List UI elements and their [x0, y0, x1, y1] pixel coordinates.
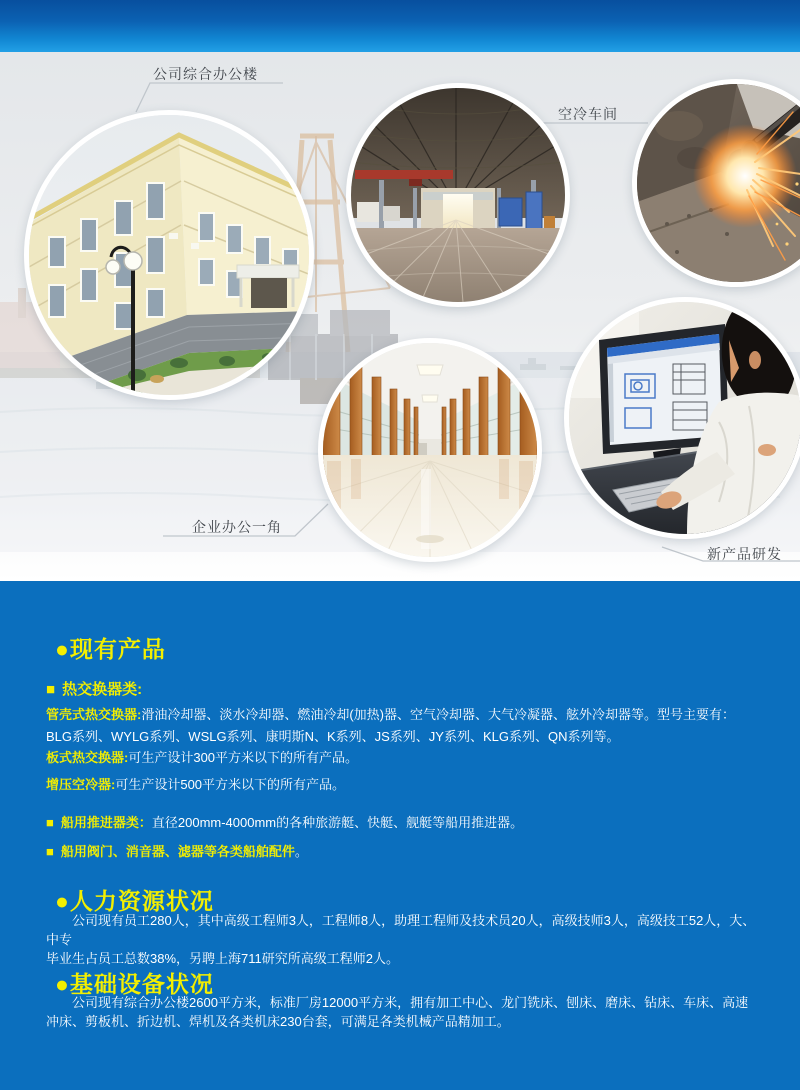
shell-tube-exchanger-paragraph: [46, 704, 762, 748]
top-gradient-bar: [0, 0, 800, 52]
square-bullet-icon: ■: [46, 681, 56, 698]
plate-exchanger-line: [46, 747, 762, 766]
caption-office-building: 公司综合办公楼: [153, 66, 258, 82]
marine-fittings-line: [46, 841, 762, 860]
shell-tube-exchanger-text-line2: BLG系列、WYLG系列、WSLG系列、康明斯N、K系列、JS系列、JY系列、KLG系列、QN系列等。: [46, 729, 620, 744]
equipment-heading: ●基础设备状况: [55, 971, 214, 997]
marine-propeller-label: 船用推进器类：: [60, 815, 152, 830]
office-building-photo: [24, 110, 314, 400]
human-resources-paragraph: [46, 911, 762, 968]
marine-propeller-text: 直径200mm-4000mm的各种旅游艇、快艇、舰艇等船用推进器。: [151, 815, 524, 830]
heat-exchanger-category-label: 热交换器类:: [62, 681, 143, 698]
workshop-interior-photo: [346, 83, 570, 307]
marine-propeller-line: [46, 812, 762, 831]
square-bullet-icon: ■: [46, 815, 54, 830]
marine-fittings-tail: 。: [294, 844, 308, 859]
equipment-line1: 公司现有综合办公楼2600平方米，标准厂房12000平方米，拥有加工中心、龙门铣床、刨床、磨床、钻床、车床、高速: [72, 995, 749, 1010]
charge-air-cooler-line: [46, 774, 762, 793]
plate-exchanger-text: 可生产设计300平方米以下的所有产品。: [128, 750, 359, 765]
cad-workstation-photo: [564, 297, 800, 539]
office-hallway-photo: [318, 338, 542, 562]
content-section: [0, 581, 800, 1090]
caption-workshop: 空冷车间: [558, 106, 618, 122]
heat-exchanger-category: [46, 678, 142, 699]
photo-gallery-section: [0, 52, 800, 581]
charge-air-cooler-label: 增压空冷器:: [46, 777, 116, 792]
equipment-line2: 冲床、剪板机、折边机、焊机及各类机床230台套，可满足各类机械产品精加工。: [46, 1014, 510, 1029]
human-resources-line2: 毕业生占员工总数38%，另聘上海711研究所高级工程师2人。: [46, 951, 399, 966]
caption-rnd: 新产品研发: [707, 546, 782, 562]
shell-tube-exchanger-label: 管壳式热交换器:: [46, 707, 142, 722]
marine-fittings-label: 船用阀门、消音器、滤器等各类船舶配件: [60, 844, 295, 859]
plate-exchanger-label: 板式热交换器:: [46, 750, 129, 765]
square-bullet-icon: ■: [46, 844, 54, 859]
charge-air-cooler-text: 可生产设计500平方米以下的所有产品。: [115, 777, 346, 792]
shell-tube-exchanger-text-line1: 滑油冷却器、淡水冷却器、燃油冷却(加热)器、空气冷却器、大气冷凝器、舷外冷却器等。型号主要有：: [141, 707, 736, 722]
equipment-paragraph: [46, 993, 762, 1031]
products-heading: ●现有产品: [55, 636, 166, 662]
caption-office-corner: 企业办公一角: [192, 519, 282, 535]
human-resources-line1: 公司现有员工280人，其中高级工程师3人，工程师8人，助理工程师及技术员20人，高级技师3人，高级技工52人，大、中专: [46, 913, 756, 947]
human-resources-heading: ●人力资源状况: [55, 888, 214, 914]
